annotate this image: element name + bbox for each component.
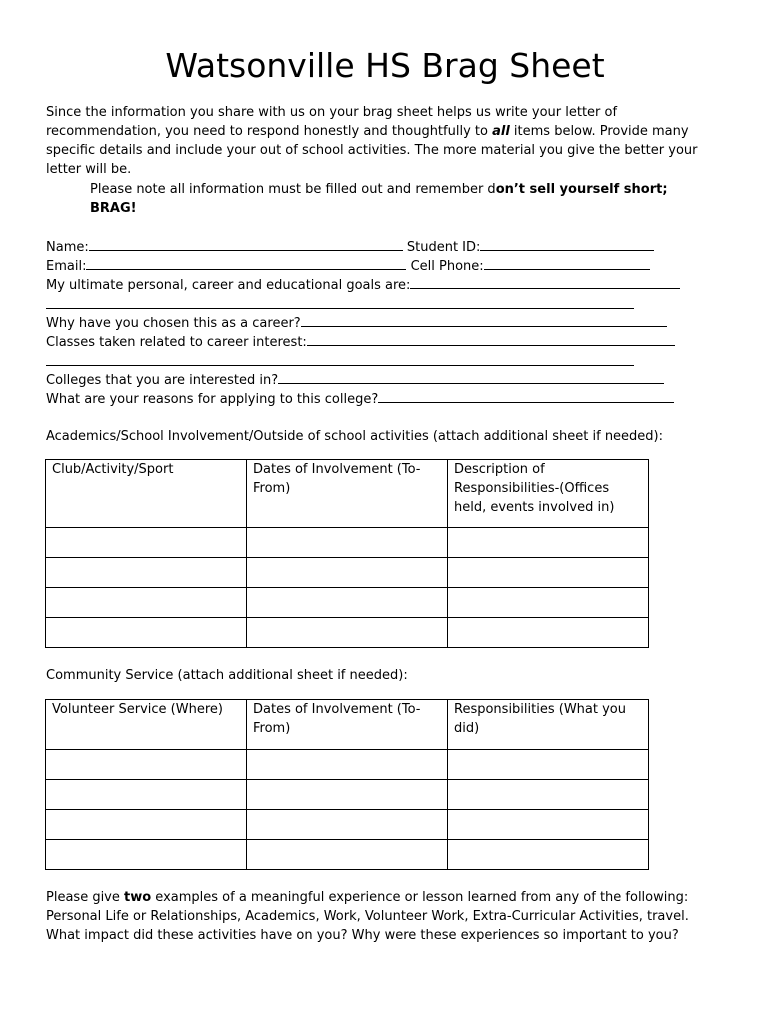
name-row: [46, 237, 654, 257]
table-cell[interactable]: [247, 528, 448, 558]
table-cell[interactable]: [247, 780, 448, 810]
student-id-field[interactable]: [480, 237, 654, 251]
table-cell[interactable]: [448, 810, 649, 840]
table-row: [46, 750, 649, 780]
activities-table: [45, 459, 649, 648]
table-header-cell: Dates of Involvement (To-From): [247, 460, 448, 528]
community-heading: Community Service (attach additional sheet if needed):: [46, 668, 408, 683]
note-text: Please note all information must be filled out and remember d: [90, 182, 496, 197]
table-cell[interactable]: [448, 750, 649, 780]
table-header-cell: Dates of Involvement (To-From): [247, 700, 448, 750]
name-label: Name:: [46, 240, 89, 255]
table-cell[interactable]: [46, 588, 247, 618]
goals-field[interactable]: [410, 275, 680, 289]
table-cell[interactable]: [448, 528, 649, 558]
table-cell[interactable]: [247, 750, 448, 780]
table-row: [46, 618, 649, 648]
table-cell[interactable]: [448, 588, 649, 618]
table-cell[interactable]: [46, 780, 247, 810]
career-why-label: Why have you chosen this as a career?: [46, 316, 301, 331]
table-cell[interactable]: [46, 558, 247, 588]
table-cell[interactable]: [448, 618, 649, 648]
table-cell[interactable]: [247, 840, 448, 870]
goals-label: My ultimate personal, career and educational goals are:: [46, 278, 411, 293]
table-header-cell: Responsibilities (What you did): [448, 700, 649, 750]
table-header-cell: Description of Responsibilities-(Offices held, events involved in): [448, 460, 649, 528]
table-header-row: [46, 700, 649, 750]
intro-text-1: Since the information you share with us on your brag sheet helps us write your letter of recommendation, you need to respond honestly and thoughtfully to: [46, 105, 618, 139]
table-row: [46, 528, 649, 558]
intro-emphasis: all: [492, 124, 510, 139]
table-row: [46, 840, 649, 870]
intro-paragraph: [46, 103, 718, 179]
cell-phone-label: Cell Phone:: [410, 259, 484, 274]
table-cell[interactable]: [46, 528, 247, 558]
table-cell[interactable]: [247, 558, 448, 588]
closing-text-1: Please give: [46, 890, 125, 905]
table-header-cell: Club/Activity/Sport: [46, 460, 247, 528]
table-cell[interactable]: [46, 750, 247, 780]
goals-field-line-2[interactable]: [46, 308, 634, 309]
activities-heading: Academics/School Involvement/Outside of school activities (attach additional sheet if needed):: [46, 429, 664, 444]
email-row: [46, 256, 650, 276]
name-field[interactable]: [89, 237, 403, 251]
goals-row: [46, 275, 680, 295]
classes-label: Classes taken related to career interest:: [46, 335, 307, 350]
table-row: [46, 780, 649, 810]
cell-phone-field[interactable]: [484, 256, 650, 270]
reasons-label: What are your reasons for applying to this college?: [46, 392, 379, 407]
table-header-row: [46, 460, 649, 528]
table-cell[interactable]: [247, 588, 448, 618]
table-cell[interactable]: [46, 618, 247, 648]
table-header-cell: Volunteer Service (Where): [46, 700, 247, 750]
table-cell[interactable]: [247, 618, 448, 648]
career-row: [46, 313, 667, 333]
colleges-row: [46, 370, 664, 390]
colleges-field[interactable]: [278, 370, 664, 384]
table-row: [46, 558, 649, 588]
note-paragraph: [46, 180, 718, 218]
reasons-field[interactable]: [378, 389, 674, 403]
email-field[interactable]: [86, 256, 406, 270]
intro-text-2: items below. Provide many specific details and include your out of school activities. The more material you give the better your letter will be.: [46, 124, 698, 177]
table-cell[interactable]: [46, 840, 247, 870]
reasons-row: [46, 389, 674, 409]
note-bold: on’t sell yourself short; BRAG!: [90, 182, 668, 216]
table-cell[interactable]: [448, 780, 649, 810]
table-cell[interactable]: [46, 810, 247, 840]
page-title: Watsonville HS Brag Sheet: [165, 46, 605, 85]
table-row: [46, 588, 649, 618]
career-why-field[interactable]: [301, 313, 667, 327]
email-label: Email:: [46, 259, 87, 274]
table-row: [46, 810, 649, 840]
community-table: [45, 699, 649, 870]
closing-text-2: examples of a meaningful experience or lesson learned from any of the following: Personal Life or Relationships, Academics, Work, Volunteer Work, Extra-Curricular Activities, travel. What impact did these activities have on you? Why were these experiences so important to you?: [46, 890, 689, 943]
classes-row: [46, 332, 675, 352]
closing-paragraph: [46, 888, 726, 945]
table-cell[interactable]: [448, 558, 649, 588]
classes-field-line-2[interactable]: [46, 365, 634, 366]
closing-bold: two: [124, 890, 152, 905]
table-cell[interactable]: [247, 810, 448, 840]
classes-field[interactable]: [307, 332, 675, 346]
colleges-label: Colleges that you are interested in?: [46, 373, 279, 388]
student-id-label: Student ID:: [406, 240, 481, 255]
table-cell[interactable]: [448, 840, 649, 870]
